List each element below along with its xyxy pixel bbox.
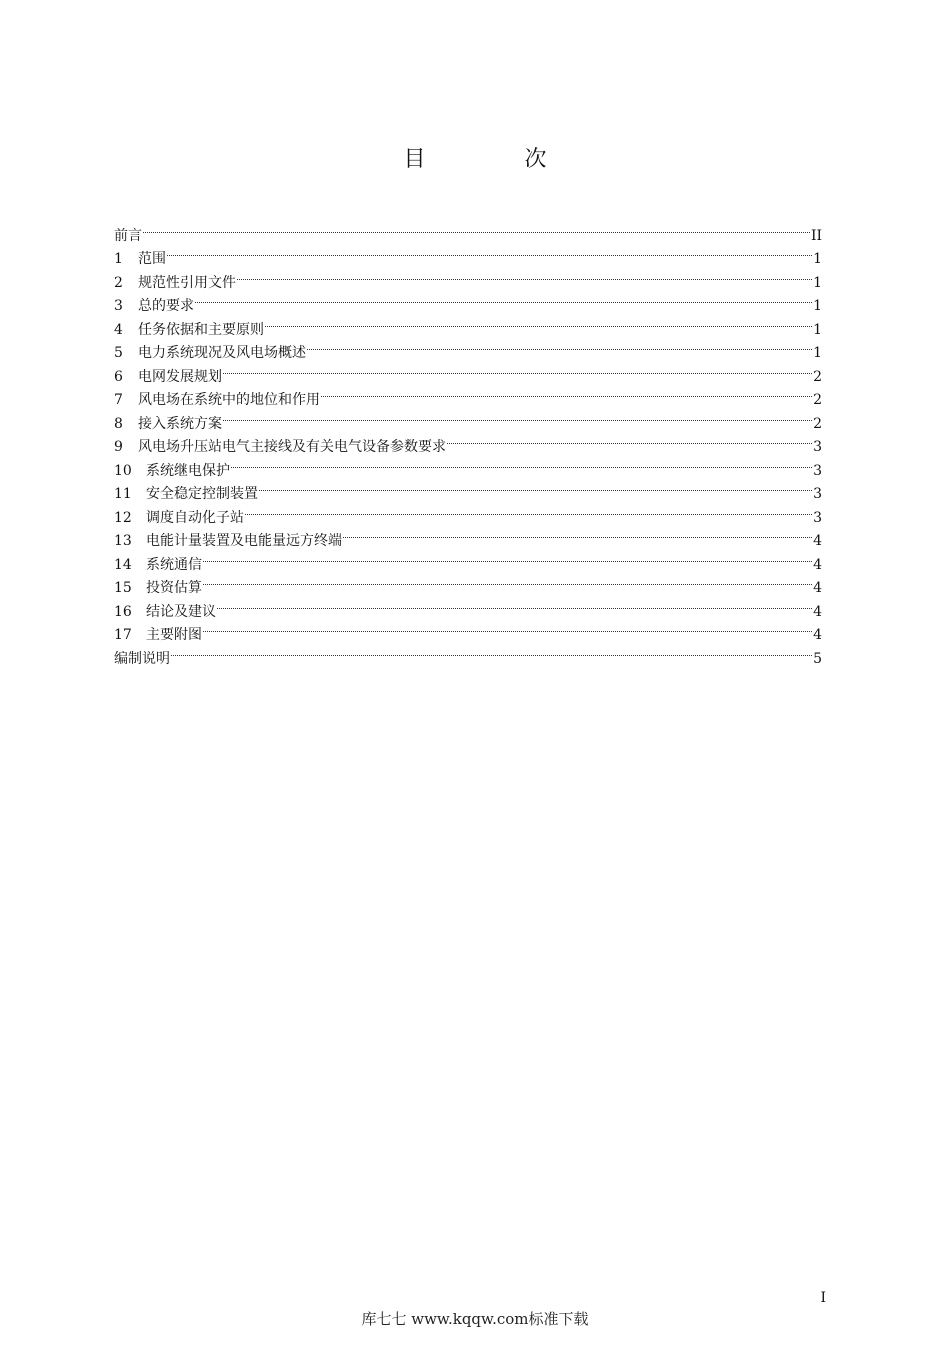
toc-entry-number: 1 [114,251,123,267]
table-of-contents [114,216,822,667]
toc-entry-page: 4 [813,603,822,620]
toc-leader-dots [217,592,812,616]
toc-entry[interactable] [114,616,822,643]
toc-entry-page: 3 [813,462,822,479]
toc-entry-page: 3 [813,509,822,526]
toc-entry-number: 6 [114,368,123,385]
toc-entry-number: 17 [114,627,132,643]
toc-leader-dots [343,522,812,546]
toc-entry[interactable] [114,263,822,291]
toc-entry-title: 安全稳定控制装置 [146,486,258,502]
toc-entry-page: 2 [813,392,822,408]
toc-leader-dots [307,334,812,358]
toc-entry-title: 系统继电保护 [146,462,230,479]
toc-entry-title: 范围 [138,251,166,267]
toc-entry[interactable] [114,310,822,338]
toc-leader-dots [195,287,812,311]
toc-entry-title: 电力系统现况及风电场概述 [138,345,306,361]
toc-entry-page: 1 [813,345,822,361]
footer-watermark: 库七七 www.kqqw.com标准下载 [361,1310,589,1328]
toc-leader-dots [203,616,812,640]
page-title: 目 次 [403,147,593,172]
toc-entry-page: 1 [813,251,822,267]
toc-entry-number: 9 [114,439,123,455]
toc-entry-title: 任务依据和主要原则 [138,321,264,338]
toc-leader-dots [259,475,812,499]
toc-leader-dots [321,381,812,405]
toc-entry-page: 4 [813,533,822,549]
toc-entry[interactable] [114,592,822,620]
toc-entry[interactable] [114,240,822,267]
toc-entry[interactable] [114,287,822,314]
toc-entry[interactable] [114,545,822,573]
toc-leader-dots [265,310,812,334]
toc-leader-dots [203,545,812,569]
toc-entry-page: 2 [813,415,822,432]
toc-entry-number: 7 [114,392,123,408]
toc-leader-dots [143,216,810,240]
toc-entry-number: 10 [114,462,132,479]
toc-entry-page: 1 [813,274,822,291]
toc-entry-page: 4 [813,627,822,643]
toc-leader-dots [447,428,812,452]
toc-entry-title: 编制说明 [114,650,170,667]
toc-entry-number: 2 [114,274,123,291]
toc-entry-number: 4 [114,321,123,338]
toc-entry-page: II [810,227,822,244]
toc-entry-title: 系统通信 [146,556,202,573]
toc-entry-page: 2 [813,368,822,385]
toc-entry-title: 结论及建议 [146,603,216,620]
toc-entry-page: 4 [813,580,822,596]
toc-leader-dots [231,451,812,475]
toc-entry-title: 调度自动化子站 [146,509,244,526]
toc-leader-dots [171,639,812,663]
toc-entry-title: 电网发展规划 [138,368,222,385]
toc-leader-dots [237,263,812,287]
toc-entry[interactable] [114,569,822,596]
toc-entry-title: 风电场在系统中的地位和作用 [138,392,320,408]
toc-entry-number: 3 [114,298,123,314]
toc-entry-number: 11 [114,486,132,502]
toc-entry-title: 主要附图 [146,627,202,643]
toc-entry-number: 8 [114,415,123,432]
toc-leader-dots [167,240,812,264]
toc-entry-title: 前言 [114,227,142,244]
toc-entry-page: 5 [813,650,822,667]
toc-leader-dots [203,569,812,593]
toc-leader-dots [223,404,812,428]
toc-entry-page: 3 [813,486,822,502]
page-number: I [820,1290,826,1306]
toc-entry-title: 规范性引用文件 [138,274,236,291]
toc-entry-number: 12 [114,509,132,526]
toc-entry-page: 1 [813,298,822,314]
toc-leader-dots [245,498,812,522]
toc-entry-page: 1 [813,321,822,338]
toc-entry[interactable] [114,639,822,667]
toc-leader-dots [223,357,812,381]
toc-entry[interactable] [114,216,822,244]
toc-entry-title: 电能计量装置及电能量远方终端 [146,533,342,549]
toc-entry-number: 15 [114,580,132,596]
toc-entry-page: 3 [813,439,822,455]
toc-entry-number: 16 [114,603,132,620]
toc-entry-number: 5 [114,345,123,361]
toc-entry-number: 13 [114,533,132,549]
toc-entry-title: 风电场升压站电气主接线及有关电气设备参数要求 [138,439,446,455]
toc-entry-title: 接入系统方案 [138,415,222,432]
toc-entry-number: 14 [114,556,132,573]
toc-entry-title: 投资估算 [146,580,202,596]
toc-entry-page: 4 [813,556,822,573]
toc-entry-title: 总的要求 [138,298,194,314]
